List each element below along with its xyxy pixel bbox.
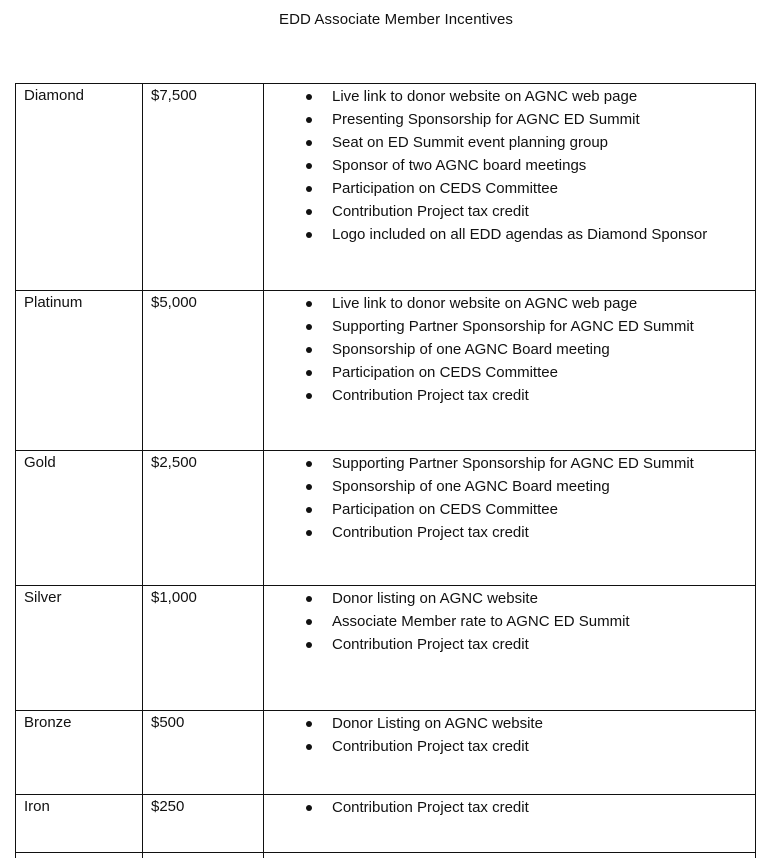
benefit-item: [264, 589, 755, 612]
benefit-item: [264, 156, 755, 179]
benefit-text: Sponsorship of one AGNC Board meeting: [332, 478, 610, 495]
bullet-icon: [306, 301, 312, 307]
benefit-item: [264, 317, 755, 340]
benefit-item: [264, 340, 755, 363]
bullet-icon: [306, 163, 312, 169]
benefit-list: [264, 87, 755, 248]
benefit-text: Donor listing on AGNC website: [332, 590, 538, 607]
benefit-text: Associate Member rate to AGNC ED Summit: [332, 613, 630, 630]
benefit-item: [264, 454, 755, 477]
benefit-text: Participation on CEDS Committee: [332, 180, 558, 197]
benefit-text: Seat on ED Summit event planning group: [332, 134, 608, 151]
benefit-text: Donor Listing on AGNC website: [332, 715, 543, 732]
benefit-item: [264, 612, 755, 635]
table-bottom-border: [15, 852, 756, 853]
tier-benefits: [264, 711, 756, 795]
tier-amount: $250: [143, 795, 264, 859]
tier-benefits: [264, 291, 756, 451]
benefit-text: Logo included on all EDD agendas as Diamond Sponsor: [332, 226, 708, 243]
tier-amount: $7,500: [143, 84, 264, 291]
benefit-item: [264, 202, 755, 225]
tier-name: Platinum: [16, 291, 143, 451]
tier-row: [16, 586, 756, 711]
benefit-item: [264, 386, 755, 409]
bullet-icon: [306, 461, 312, 467]
bullet-icon: [306, 186, 312, 192]
document-title: EDD Associate Member Incentives: [278, 11, 514, 28]
tier-name: Iron: [16, 795, 143, 859]
bullet-icon: [306, 507, 312, 513]
benefit-item: [264, 363, 755, 386]
benefit-item: [264, 635, 755, 658]
bullet-icon: [306, 642, 312, 648]
bullet-icon: [306, 94, 312, 100]
benefit-text: Contribution Project tax credit: [332, 738, 529, 755]
benefit-text: Contribution Project tax credit: [332, 203, 529, 220]
tier-benefits: [264, 451, 756, 586]
bullet-icon: [306, 140, 312, 146]
bullet-icon: [306, 596, 312, 602]
benefit-item: [264, 714, 755, 737]
benefit-list: [264, 294, 755, 409]
benefit-text: Sponsorship of one AGNC Board meeting: [332, 341, 610, 358]
benefit-item: [264, 87, 755, 110]
tier-name: Bronze: [16, 711, 143, 795]
tier-row: [16, 84, 756, 291]
bullet-icon: [306, 805, 312, 811]
benefit-item: [264, 523, 755, 546]
benefit-text: Sponsor of two AGNC board meetings: [332, 157, 587, 174]
tier-amount: $2,500: [143, 451, 264, 586]
benefit-text: Live link to donor website on AGNC web page: [332, 88, 638, 105]
benefit-item: [264, 179, 755, 202]
bullet-icon: [306, 347, 312, 353]
benefit-list: [264, 454, 755, 546]
bullet-icon: [306, 324, 312, 330]
benefit-text: Contribution Project tax credit: [332, 799, 529, 816]
bullet-icon: [306, 721, 312, 727]
tier-name: Diamond: [16, 84, 143, 291]
benefit-item: [264, 500, 755, 523]
benefit-text: Live link to donor website on AGNC web page: [332, 295, 638, 312]
tier-row: [16, 711, 756, 795]
benefit-text: Contribution Project tax credit: [332, 636, 529, 653]
bullet-icon: [306, 117, 312, 123]
benefit-text: Participation on CEDS Committee: [332, 501, 558, 518]
tier-amount: $1,000: [143, 586, 264, 711]
tier-row: [16, 795, 756, 859]
benefit-item: [264, 737, 755, 760]
tier-name: Silver: [16, 586, 143, 711]
benefit-text: Supporting Partner Sponsorship for AGNC ED Summit: [332, 318, 694, 335]
benefit-text: Participation on CEDS Committee: [332, 364, 558, 381]
tier-benefits: [264, 84, 756, 291]
bullet-icon: [306, 530, 312, 536]
tier-name: Gold: [16, 451, 143, 586]
bullet-icon: [306, 393, 312, 399]
benefit-list: [264, 714, 755, 760]
tier-benefits: [264, 586, 756, 711]
benefit-item: [264, 798, 755, 821]
benefit-item: [264, 133, 755, 156]
bullet-icon: [306, 484, 312, 490]
tier-benefits: [264, 795, 756, 859]
benefit-text: Contribution Project tax credit: [332, 387, 529, 404]
bullet-icon: [306, 744, 312, 750]
tier-row: [16, 291, 756, 451]
bullet-icon: [306, 209, 312, 215]
tier-amount: $500: [143, 711, 264, 795]
bullet-icon: [306, 619, 312, 625]
benefit-list: [264, 798, 755, 821]
bullet-icon: [306, 232, 312, 238]
tier-amount: $5,000: [143, 291, 264, 451]
benefit-item: [264, 294, 755, 317]
benefit-text: Contribution Project tax credit: [332, 524, 529, 541]
benefit-item: [264, 110, 755, 133]
benefit-text: Presenting Sponsorship for AGNC ED Summit: [332, 111, 640, 128]
benefit-list: [264, 589, 755, 658]
tier-row: [16, 451, 756, 586]
benefit-item: [264, 477, 755, 500]
benefit-item: [264, 225, 755, 248]
incentives-table: [15, 83, 756, 858]
bullet-icon: [306, 370, 312, 376]
benefit-text: Supporting Partner Sponsorship for AGNC ED Summit: [332, 455, 694, 472]
